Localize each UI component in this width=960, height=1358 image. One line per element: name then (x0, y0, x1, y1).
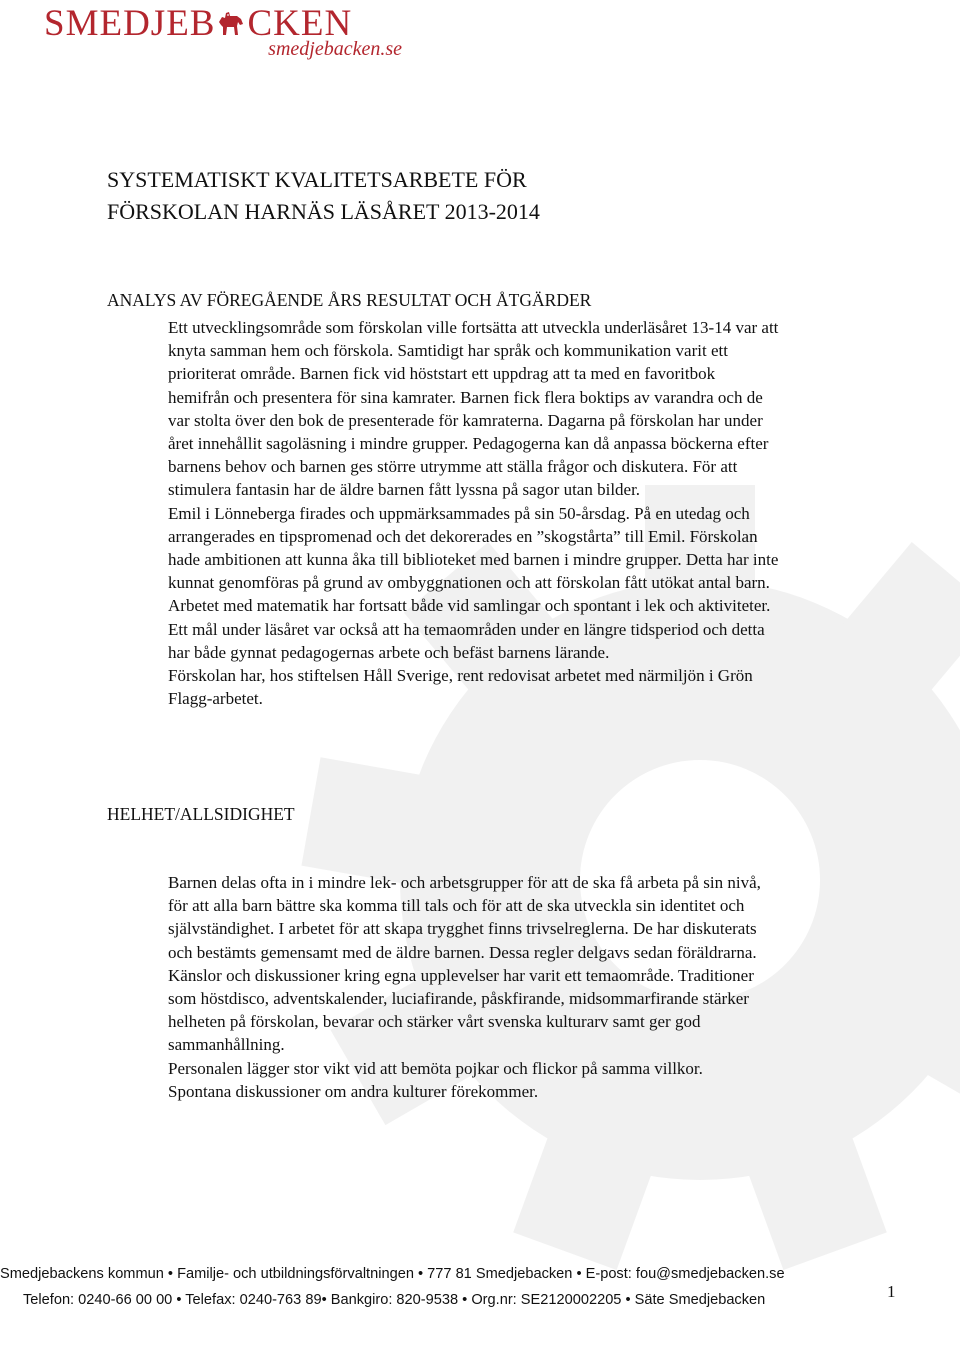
smedjebacken-logo (44, 2, 414, 64)
footer-phone-line: Telefon: 0240-66 00 00 • Telefax: 0240-763 89• Bankgiro: 820-9538 • Org.nr: SE2120002205 • Säte Smedjebacken (23, 1292, 766, 1308)
title-line-1: SYSTEMATISKT KVALITETSARBETE FÖR (107, 167, 527, 192)
section-heading-analys: ANALYS AV FÖREGÅENDE ÅRS RESULTAT OCH ÅTGÄRDER (107, 290, 592, 310)
logo-url: smedjebacken.se (268, 38, 402, 60)
section-heading-helhet: HELHET/ALLSIDIGHET (107, 804, 295, 824)
footer-contact-line: Smedjebackens kommun • Familje- och utbildningsförvaltningen • 777 81 Smedjebacken • E-post: fou@smedjebacken.se (0, 1266, 785, 1282)
logo-text-part2: CKEN (247, 3, 353, 44)
page-title (107, 164, 540, 228)
logo-text-part1: SMEDJEB (44, 3, 216, 44)
title-line-2: FÖRSKOLAN HARNÄS LÄSÅRET 2013-2014 (107, 199, 540, 224)
dala-horse-icon (216, 8, 246, 38)
page-number: 1 (887, 1282, 896, 1301)
section-body-analys: Ett utvecklingsområde som förskolan ville fortsätta att utveckla underläsåret 13-14 var att knyta samman hem och förskola. Samtidigt har språk och kommunikation varit ett prioriterat område. Barnen fick vid höststart ett uppdrag att ta med en favoritbok hemifrån och presentera för sina kamrater. Barnen fick flera boktips av varandra och de var stolta över den bok de presenterade för kamraterna. Dagarna på förskolan har under året innehållit sagoläsning i mindre grupper. Pedagogerna kan då anpassa böckerna efter barnens behov och barnen ges större utrymme att ställa frågor och diskutera. För att stimulera fantasin har de äldre barnen fått lyssna på sagor utan bilder. Emil i Lönneberga firades och uppmärksammades på sin 50-årsdag. På en utedag och arrangerades en tipspromenad och det dekorerades en ”skogstårta” till Emil. Förskolan hade ambitionen att kunna åka till biblioteket med barnen i mindre grupper. Detta har inte kunnat genomföras på grund av ombyggnationen och att förskolan fått utökat antal barn. Arbetet med matematik har fortsatt både vid samlingar och spontant i lek och aktiviteter. Ett mål under läsåret var också att ha temaområden under en längre tidsperiod och detta har både gynnat pedagogernas arbete och befäst barnens lärande. Förskolan har, hos stiftelsen Håll Sverige, rent redovisat arbetet med närmiljön i Grön Flagg-arbetet. (168, 318, 779, 709)
section-body-helhet: Barnen delas ofta in i mindre lek- och arbetsgrupper för att de ska få arbeta på sin nivå, för att alla barn bättre ska komma till tals och för att de ska utveckla sin identitet och självständighet. I arbetet för att skapa trygghet finns trivselreglerna. De har diskuterats och bestämts gemensamt med de äldre barnen. Dessa regler delgavs sedan föräldrarna. Känslor och diskussioner kring egna upplevelser har varit ett temaområde. Traditioner som höstdisco, adventskalender, luciafirande, påskfirande, midsommarfirande stärker helheten på förskolan, bevarar och stärker vårt svenska kulturarv samt ger god sammanhållning. Personalen lägger stor vikt vid att bemöta pojkar och flickor på samma villkor. Spontana diskussioner om andra kulturer förekommer. (168, 873, 761, 1101)
